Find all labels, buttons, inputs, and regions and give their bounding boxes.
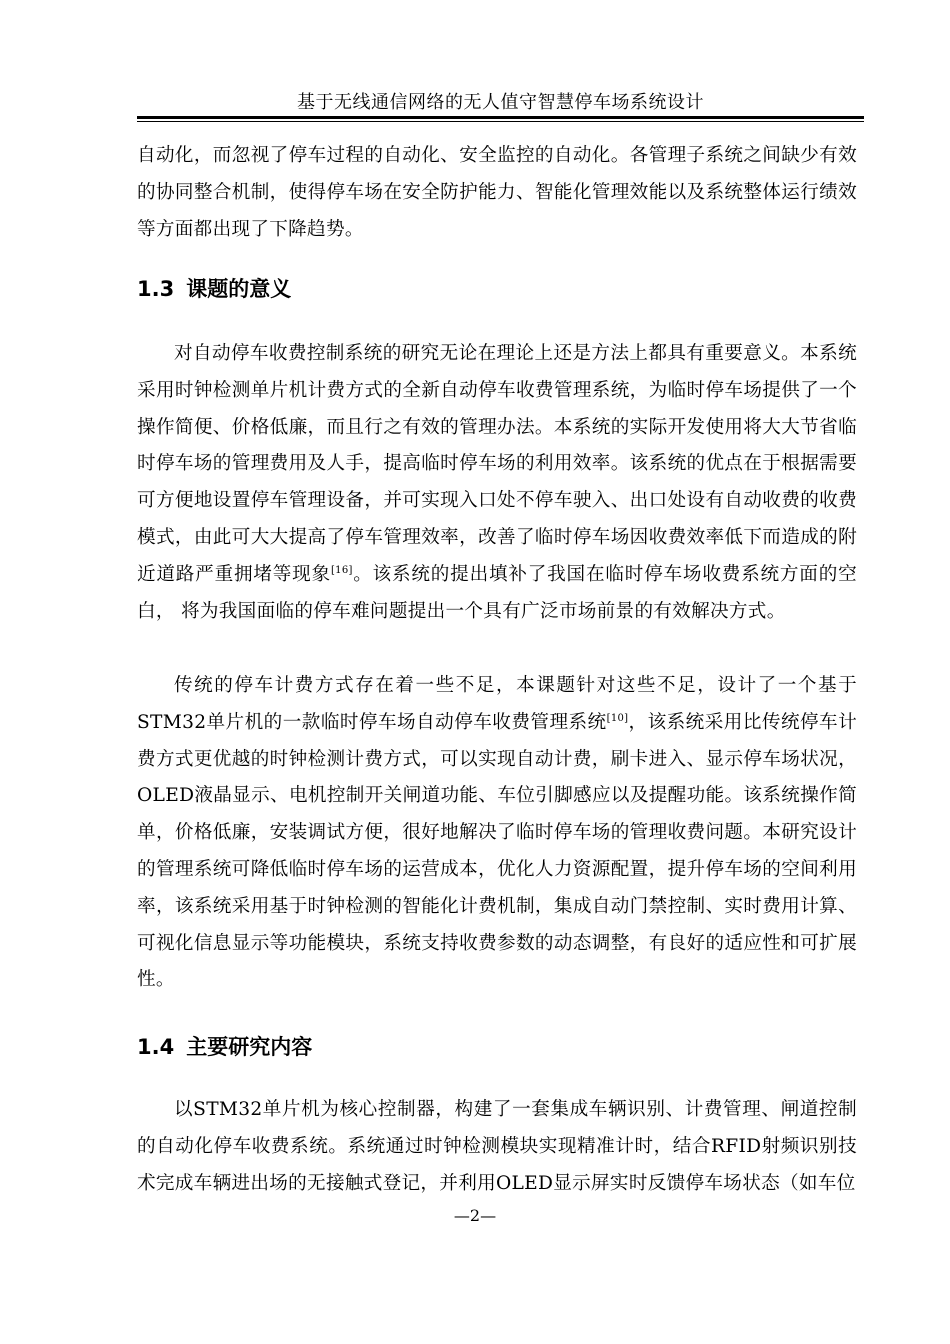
citation: [10]: [606, 712, 629, 724]
significance-paragraph-2: [137, 668, 857, 999]
paragraph-text: 。该系统的提出填补了我国在临时停车场收费系统方面的空白， 将为我国面临的停车难问题提出一个具有广泛市场前景的有效解决方式。: [137, 563, 857, 622]
paragraph-text: 传统的停车计费方式存在着一些不足，本课题针对这些不足，设计了一个基于STM32单片机的一款临时停车场自动停车收费管理系统: [137, 675, 857, 733]
running-header: 基于无线通信网络的无人值守智慧停车场系统设计: [297, 92, 704, 113]
section-title: 主要研究内容: [186, 1035, 313, 1059]
page-number: —2—: [453, 1206, 497, 1225]
section-number: 1.3: [137, 277, 175, 301]
paragraph-text: 对自动停车收费控制系统的研究无论在理论上还是方法上都具有重要意义。本系统采用时钟检测单片机计费方式的全新自动停车收费管理系统，为临时停车场提供了一个操作简便、价格低廉，而且行之有效的管理办法。本系统的实际开发使用将大大节省临时停车场的管理费用及人手，提高临时停车场的利用效率。该系统的优点在于根据需要可方便地设置停车管理设备，并可实现入口处不停车驶入、出口处设有自动收费的收费模式，由此可大大提高了停车管理效率，改善了临时停车场因收费效率低下而造成的附近道路严重拥堵等现象: [137, 343, 857, 585]
citation: [16]: [330, 564, 353, 576]
section-heading-1-4: [137, 1033, 312, 1061]
paragraph-text: ，该系统采用比传统停车计费方式更优越的时钟检测计费方式，可以实现自动计费，刷卡进入、显示停车场状况，OLED液晶显示、电机控制开关闸道功能、车位引脚感应以及提醒功能。该系统操作简单，价格低廉，安装调试方便，很好地解决了临时停车场的管理收费问题。本研究设计的管理系统可降低临时停车场的运营成本，优化人力资源配置，提升停车场的空间利用率，该系统采用基于时钟检测的智能化计费机制，集成自动门禁控制、实时费用计算、可视化信息显示等功能模块，系统支持收费参数的动态调整，有良好的适应性和可扩展性。: [137, 711, 857, 991]
research-content-paragraph: 以STM32单片机为核心控制器，构建了一套集成车辆识别、计费管理、闸道控制的自动化停车收费系统。系统通过时钟检测模块实现精准计时，结合RFID射频识别技术完成车辆进出场的无接触式登记，并利用OLED显示屏实时反馈停车场状态（如车位: [137, 1099, 857, 1194]
section-title: 课题的意义: [186, 277, 292, 301]
section-number: 1.4: [137, 1035, 175, 1059]
header-rule-thick: [137, 116, 864, 119]
significance-paragraph-1: [137, 336, 857, 630]
intro-paragraph: 自动化，而忽视了停车过程的自动化、安全监控的自动化。各管理子系统之间缺少有效的协同整合机制，使得停车场在安全防护能力、智能化管理效能以及系统整体运行绩效等方面都出现了下降趋势。: [137, 145, 857, 240]
section-heading-1-3: [137, 275, 291, 303]
header-rule-thin: [137, 121, 864, 122]
